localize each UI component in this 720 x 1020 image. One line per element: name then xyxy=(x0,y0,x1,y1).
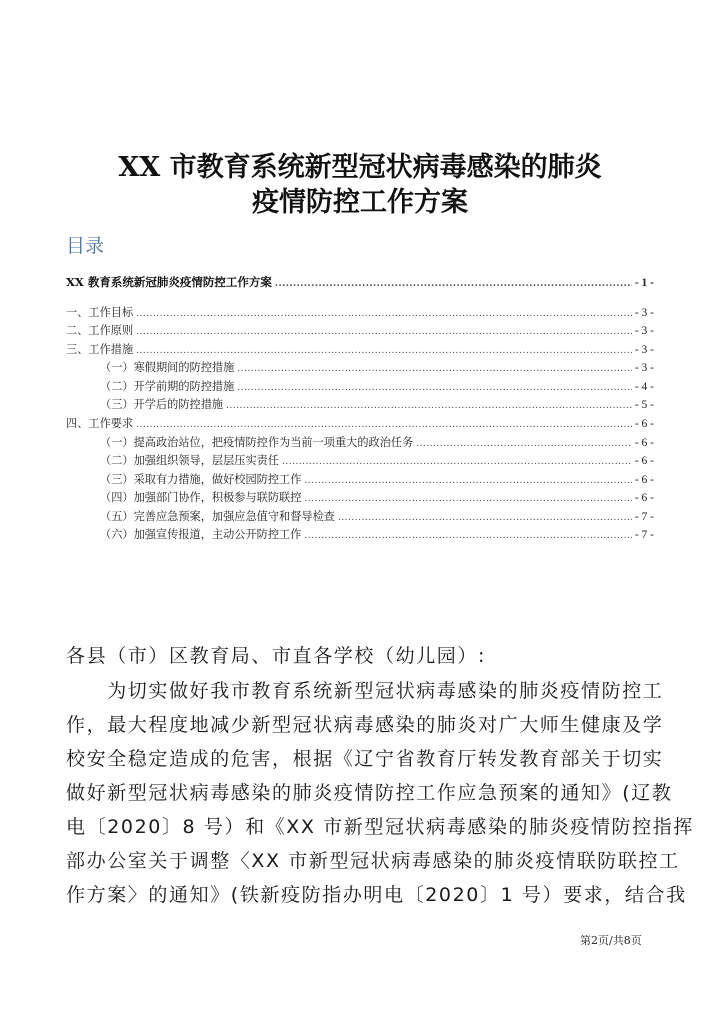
toc-entry-page: - 5 - xyxy=(634,399,654,411)
toc-entry-page: - 6 - xyxy=(634,492,654,504)
toc-entry-title: （一）寒假期间的防控措施 xyxy=(100,361,235,374)
toc-leader-dots xyxy=(237,364,632,374)
toc-entry-page: - 7 - xyxy=(634,511,654,523)
toc-entry-page: - 3 - xyxy=(634,325,654,337)
body-paragraph-line: 作方案〉的通知》(铁新疫防指办明电〔2020〕1 号）要求，结合我 xyxy=(66,884,687,906)
toc-entry-page: - 4 - xyxy=(634,381,654,393)
body-paragraph-line: 校安全稳定造成的危害，根据《辽宁省教育厅转发教育部关于切实 xyxy=(66,748,664,770)
toc-entry-title: XX 教育系统新冠肺炎疫情防控工作方案 xyxy=(66,275,272,289)
toc-entry-title: （四）加强部门协作，积极参与联防联控 xyxy=(100,491,302,504)
body-paragraph-line: 部办公室关于调整〈XX 市新型冠状病毒感染的肺炎疫情联防联控工 xyxy=(66,850,680,872)
toc-entry-title: 一、工作目标 xyxy=(66,306,134,319)
toc-entry-page: - 6 - xyxy=(634,474,654,486)
body-paragraph-line: 作，最大程度地减少新型冠状病毒感染的肺炎对广大师生健康及学 xyxy=(66,714,664,736)
toc-entry-title: （二）加强组织领导，层层压实责任 xyxy=(100,454,280,467)
toc-entry[interactable] xyxy=(66,526,654,542)
toc-entry-title: （一）提高政治站位，把疫情防控作为当前一项重大的政治任务 xyxy=(100,436,414,449)
toc-entry-page: - 7 - xyxy=(634,529,654,541)
page-number-footer: 第2页/共8页 xyxy=(580,934,642,947)
toc-leader-dots xyxy=(282,457,632,467)
toc-entry-page: - 1 - xyxy=(634,277,654,289)
toc-entry-title: （五）完善应急预案，加强应急值守和督导检查 xyxy=(100,510,335,523)
toc-entry-page: - 3 - xyxy=(634,344,654,356)
toc-entry-page: - 6 - xyxy=(634,418,654,430)
toc-entry[interactable] xyxy=(66,489,654,505)
document-title-line-1: XX 市教育系统新型冠状病毒感染的肺炎 xyxy=(118,152,602,183)
toc-heading: 目录 xyxy=(66,235,105,257)
toc-leader-dots xyxy=(136,309,632,319)
toc-entry[interactable] xyxy=(66,274,654,290)
toc-entry-title: 二、工作原则 xyxy=(66,324,134,337)
body-paragraph-line: 做好新型冠状病毒感染的肺炎疫情防控工作应急预案的通知》(辽教 xyxy=(66,782,673,804)
toc-entry[interactable] xyxy=(66,304,654,320)
body-paragraph-line: 为切实做好我市教育系统新型冠状病毒感染的肺炎疫情防控工 xyxy=(66,680,664,702)
toc-entry-page: - 6 - xyxy=(634,455,654,467)
toc-leader-dots xyxy=(136,420,632,430)
toc-entry[interactable] xyxy=(66,415,654,431)
toc-entry[interactable] xyxy=(66,341,654,357)
toc-entry[interactable] xyxy=(66,452,654,468)
toc-entry[interactable] xyxy=(66,359,654,375)
toc-entry[interactable] xyxy=(66,378,654,394)
body-paragraph-line: 各县（市）区教育局、市直各学校（幼儿园）: xyxy=(66,645,487,667)
toc-entry-title: 三、工作措施 xyxy=(66,343,134,356)
toc-leader-dots xyxy=(304,531,631,541)
document-title-line-2: 疫情防控工作方案 xyxy=(252,187,468,218)
toc-entry-page: - 6 - xyxy=(634,437,654,449)
toc-entry-title: （三）开学后的防控措施 xyxy=(100,398,224,411)
toc-entry[interactable] xyxy=(66,508,654,524)
toc-leader-dots xyxy=(237,383,632,393)
toc-leader-dots xyxy=(136,346,632,356)
toc-entry[interactable] xyxy=(66,322,654,338)
toc-entry[interactable] xyxy=(66,471,654,487)
toc-leader-dots xyxy=(304,494,631,504)
toc-entry-page: - 3 - xyxy=(634,307,654,319)
toc-entry-title: （三）采取有力措施，做好校园防控工作 xyxy=(100,473,302,486)
toc-leader-dots xyxy=(226,401,632,411)
toc-entry-title: （六）加强宣传报道，主动公开防控工作 xyxy=(100,528,302,541)
body-paragraph-line: 电〔2020〕8 号）和《XX 市新型冠状病毒感染的肺炎疫情防控指挥 xyxy=(66,816,694,838)
toc-leader-dots xyxy=(275,279,632,289)
toc-entry-title: 四、工作要求 xyxy=(66,417,134,430)
toc-leader-dots xyxy=(136,327,632,337)
toc-entry-title: （二）开学前期的防控措施 xyxy=(100,380,235,393)
toc-entry[interactable] xyxy=(66,434,654,450)
toc-entry[interactable] xyxy=(66,396,654,412)
toc-entry-page: - 3 - xyxy=(634,362,654,374)
toc-leader-dots xyxy=(338,513,632,523)
toc-leader-dots xyxy=(304,476,631,486)
toc-leader-dots xyxy=(416,439,632,449)
